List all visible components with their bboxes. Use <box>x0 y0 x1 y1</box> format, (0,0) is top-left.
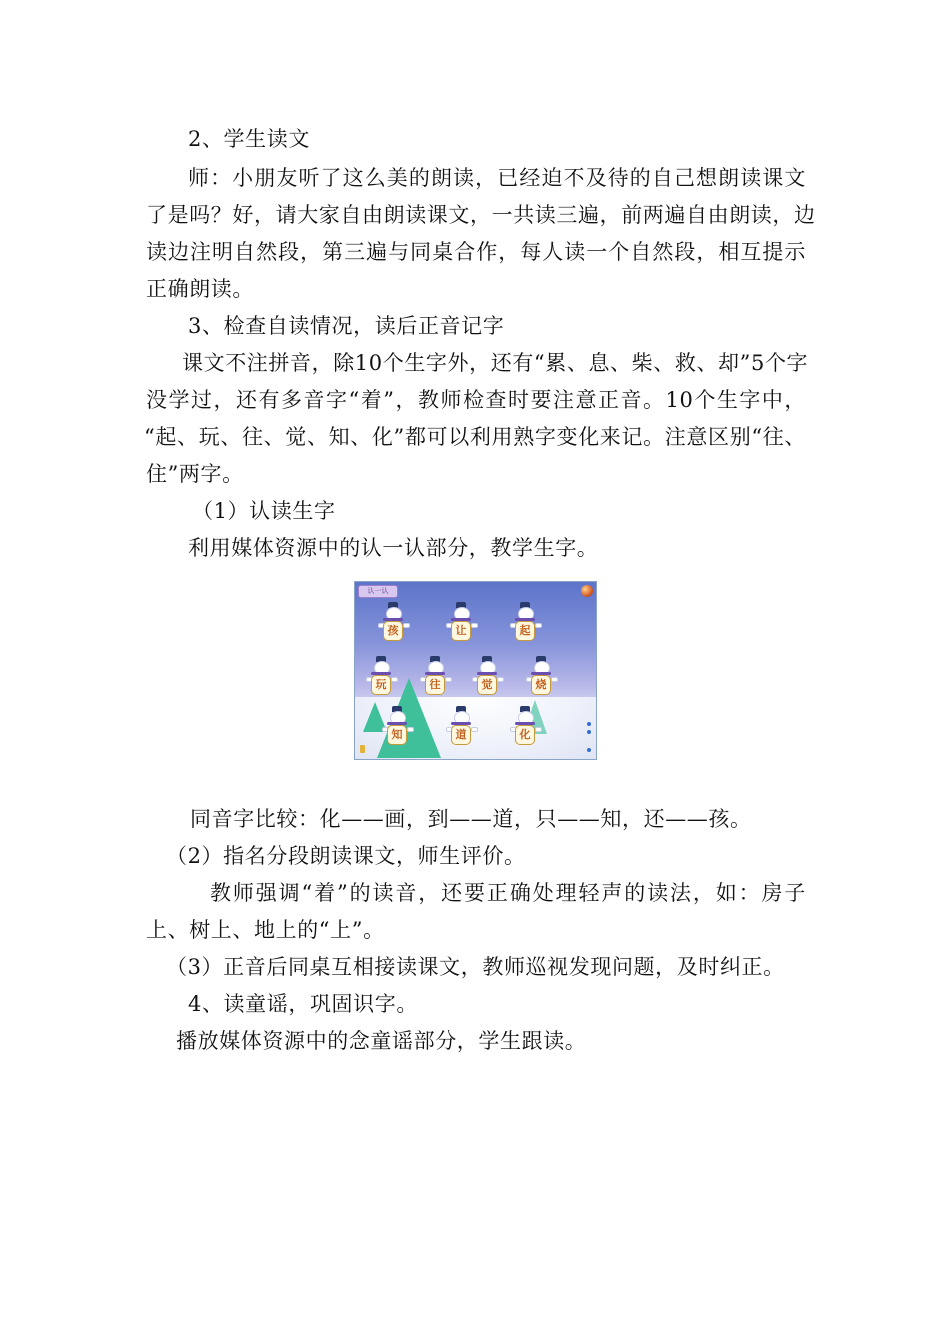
heading-nursery-rhyme: 4、读童谣，巩固识字。 <box>188 992 418 1016</box>
snowman-card[interactable] <box>379 602 407 644</box>
paragraph-line: 住”两字。 <box>146 462 244 486</box>
flag-icon <box>360 745 365 753</box>
character-card: 道 <box>451 725 471 745</box>
paragraph-line: 了是吗？好，请大家自由朗读课文，一共读三遍，前两遍自由朗读，边 <box>146 203 816 227</box>
subheading-partner-reading: （3）正音后同桌互相接读课文，教师巡视发现问题，及时纠正。 <box>166 955 785 979</box>
character-card: 让 <box>451 621 471 641</box>
snowman-card[interactable] <box>511 706 539 748</box>
character-card: 玩 <box>371 675 391 695</box>
paragraph-line: 读边注明自然段，第三遍与同桌合作，每人读一个自然段，相互提示 <box>146 240 806 264</box>
paragraph-line: 没学过，还有多音字“着”，教师检查时要注意正音。10个生字中， <box>146 388 806 412</box>
snowman-card[interactable] <box>511 602 539 644</box>
character-card: 觉 <box>477 675 497 695</box>
snowman-card[interactable] <box>527 656 555 698</box>
paragraph-line: 正确朗读。 <box>146 277 254 301</box>
subheading-read-by-paragraph: （2）指名分段朗读课文，师生评价。 <box>166 844 526 868</box>
paragraph-line: 教师强调“着”的读音，还要正确处理轻声的读法，如：房子 <box>210 881 806 905</box>
paragraph-line: 师：小朋友听了这么美的朗读，已经迫不及待的自己想朗读课文 <box>188 166 806 190</box>
character-card: 化 <box>515 725 535 745</box>
nav-dot-icon[interactable] <box>587 748 591 752</box>
character-card: 烧 <box>531 675 551 695</box>
ball-icon <box>581 585 593 597</box>
heading-check-reading: 3、检查自读情况，读后正音记字 <box>188 314 505 338</box>
heading-student-reading: 2、学生读文 <box>188 127 310 151</box>
snowman-card[interactable] <box>447 706 475 748</box>
paragraph-homophones: 同音字比较：化——画，到——道，只——知，还——孩。 <box>190 807 752 831</box>
character-card: 起 <box>515 621 535 641</box>
snowman-card[interactable] <box>447 602 475 644</box>
snowman-card[interactable] <box>473 656 501 698</box>
paragraph-line: 上、树上、地上的“上”。 <box>146 918 385 942</box>
media-resource-image <box>354 581 597 760</box>
snowman-card[interactable] <box>367 656 395 698</box>
paragraph-line: 播放媒体资源中的念童谣部分，学生跟读。 <box>176 1029 587 1053</box>
paragraph-line: 利用媒体资源中的认一认部分，教学生字。 <box>188 536 599 560</box>
snowman-card[interactable] <box>421 656 449 698</box>
nav-dot-icon[interactable] <box>587 722 591 726</box>
paragraph-line: 课文不注拼音，除10个生字外，还有“累、息、柴、救、却”5个字 <box>182 351 809 375</box>
snowman-card[interactable] <box>383 706 411 748</box>
character-card: 孩 <box>383 621 403 641</box>
character-card: 知 <box>387 725 407 745</box>
nav-dot-icon[interactable] <box>587 730 591 734</box>
character-card: 往 <box>425 675 445 695</box>
media-tab-label: 认一认 <box>358 585 398 598</box>
subheading-recognize-characters: （1）认读生字 <box>192 499 336 523</box>
paragraph-line: “起、玩、往、觉、知、化”都可以利用熟字变化来记。注意区别“往、 <box>144 425 806 449</box>
